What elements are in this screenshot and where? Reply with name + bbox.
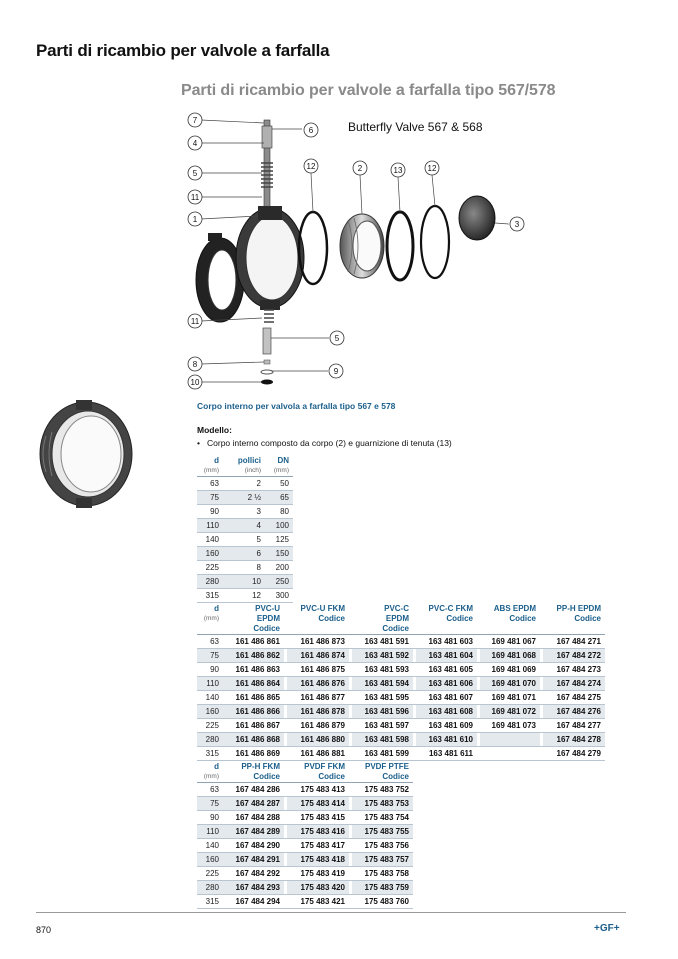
col-pph-epdm: PP-H EPDM Codice — [556, 604, 601, 623]
size-table-header — [197, 456, 293, 477]
cell-value: 2 — [256, 479, 261, 488]
table-row — [197, 811, 413, 825]
cell-value: 175 483 413 — [300, 785, 345, 794]
gf-logo: +GF+ — [594, 923, 620, 934]
cell-value: 163 481 607 — [428, 693, 473, 702]
cell-d: 140 — [205, 535, 219, 544]
cell-d: 160 — [197, 853, 223, 867]
cell-d: 110 — [197, 519, 223, 533]
callout-5-lower — [330, 331, 344, 345]
svg-text:3: 3 — [514, 220, 520, 229]
cell-value: 167 484 291 — [223, 853, 284, 867]
cell-d: 90 — [210, 507, 219, 516]
svg-text:7: 7 — [192, 116, 198, 125]
cell-value: 8 — [256, 563, 261, 572]
cell-value: 80 — [280, 507, 289, 516]
cell-value: 50 — [280, 479, 289, 488]
table-row — [197, 547, 293, 561]
callout-4 — [188, 136, 202, 150]
cell-value: 163 481 591 — [364, 637, 409, 646]
callout-2 — [353, 161, 367, 175]
table-row — [197, 705, 605, 719]
cell-value: 175 483 760 — [364, 897, 409, 906]
svg-text:5: 5 — [192, 169, 198, 178]
model-description — [197, 438, 452, 448]
exploded-valve-diagram — [180, 108, 540, 393]
cell-value: 169 481 070 — [480, 677, 540, 691]
cell-value: 161 486 879 — [300, 721, 345, 730]
cell-value: 175 483 755 — [352, 825, 413, 839]
table-row — [197, 477, 293, 491]
code-table-main-header — [197, 604, 605, 635]
cell-value: 163 481 593 — [364, 665, 409, 674]
table-row — [197, 505, 293, 519]
cell-value: 175 483 754 — [364, 813, 409, 822]
cell-value: 175 483 756 — [364, 841, 409, 850]
cell-d: 280 — [197, 881, 223, 895]
page-title: Parti di ricambio per valvole a farfalla — [36, 41, 330, 60]
cell-value: 4 — [223, 519, 265, 533]
cell-value: 10 — [223, 575, 265, 589]
svg-text:5: 5 — [334, 334, 340, 343]
cell-value: 167 484 288 — [235, 813, 280, 822]
table-row — [197, 491, 293, 505]
code-table-main — [197, 604, 605, 761]
svg-text:8: 8 — [192, 360, 198, 369]
cell-value: 161 486 876 — [287, 677, 349, 691]
table-row — [197, 519, 293, 533]
product-subtitle: Corpo interno per valvola a farfalla tipo 567 e 578 — [197, 401, 396, 411]
cell-value: 65 — [265, 491, 293, 505]
cell-value: 300 — [275, 591, 289, 600]
cell-d: 110 — [197, 677, 223, 691]
footer-divider — [36, 912, 626, 913]
cell-value: 161 486 867 — [235, 721, 280, 730]
cell-value: 163 481 611 — [428, 749, 473, 758]
cell-value: 161 486 864 — [223, 677, 284, 691]
table-row — [197, 783, 413, 797]
cell-value: 175 483 414 — [287, 797, 349, 811]
cell-value: 100 — [265, 519, 293, 533]
cell-d: 63 — [210, 785, 219, 794]
cell-value: 161 486 881 — [300, 749, 345, 758]
cell-value: 175 483 421 — [300, 897, 345, 906]
table-row — [197, 719, 605, 733]
cell-d: 225 — [205, 869, 219, 878]
cell-d: 280 — [197, 733, 223, 747]
cell-value: 161 486 865 — [235, 693, 280, 702]
cell-d: 75 — [197, 649, 223, 663]
svg-text:10: 10 — [190, 378, 200, 387]
col-pvdf-fkm: PVDF FKM Codice — [304, 762, 345, 781]
section-title: Parti di ricambio per valvole a farfalla tipo 567/578 — [181, 82, 556, 99]
cell-value: 163 481 603 — [428, 637, 473, 646]
svg-text:4: 4 — [192, 139, 198, 148]
svg-text:12: 12 — [306, 162, 316, 171]
callout-1 — [188, 212, 202, 226]
cell-value: 163 481 605 — [428, 665, 473, 674]
cell-value: 161 486 862 — [223, 649, 284, 663]
cell-d: 160 — [197, 705, 223, 719]
svg-text:11: 11 — [190, 317, 200, 326]
cell-value: 175 483 758 — [364, 869, 409, 878]
col-pvcu-fkm: PVC-U FKM Codice — [300, 604, 345, 623]
cell-d: 280 — [197, 575, 223, 589]
code-table-secondary — [197, 762, 413, 909]
diagram-caption: Butterfly Valve 567 & 568 — [348, 120, 483, 134]
table-row — [197, 589, 293, 603]
cell-value: 169 481 071 — [491, 693, 536, 702]
cell-value: 167 484 275 — [556, 693, 601, 702]
cell-value: 161 486 869 — [235, 749, 280, 758]
cell-d: 90 — [210, 813, 219, 822]
cell-value: 163 481 599 — [364, 749, 409, 758]
table-row — [197, 533, 293, 547]
cell-value: 175 483 418 — [287, 853, 349, 867]
cell-value: 175 483 419 — [300, 869, 345, 878]
col-d: d (mm) — [203, 456, 219, 474]
cell-value: 161 486 866 — [223, 705, 284, 719]
table-row — [197, 663, 605, 677]
cell-value: 175 483 753 — [352, 797, 413, 811]
cell-value: 125 — [275, 535, 289, 544]
cell-value: 163 481 608 — [416, 705, 477, 719]
callout-7 — [188, 113, 202, 127]
table-row — [197, 635, 605, 649]
cell-value: 167 484 271 — [556, 637, 601, 646]
col-pvcc-fkm: PVC-C FKM Codice — [428, 604, 473, 623]
cell-value — [480, 733, 540, 747]
cell-value: 167 484 276 — [543, 705, 605, 719]
cell-d: 140 — [205, 693, 219, 702]
callout-6 — [304, 123, 318, 137]
model-label: Modello: — [197, 425, 232, 435]
col-pvcu-epdm: PVC-U EPDM Codice — [253, 604, 280, 633]
callout-8 — [188, 357, 202, 371]
cell-d: 315 — [205, 749, 219, 758]
cell-value: 163 481 610 — [416, 733, 477, 747]
callout-11 — [188, 190, 202, 204]
cell-d: 140 — [205, 841, 219, 850]
cell-d: 63 — [210, 637, 219, 646]
code-table-secondary-header — [197, 762, 413, 783]
table-row — [197, 797, 413, 811]
cell-value: 161 486 874 — [287, 649, 349, 663]
cell-value: 163 481 594 — [352, 677, 413, 691]
svg-text:12: 12 — [427, 164, 437, 173]
callout-13 — [391, 163, 405, 177]
cell-value: 200 — [275, 563, 289, 572]
cell-value: 3 — [256, 507, 261, 516]
cell-value: 163 481 597 — [364, 721, 409, 730]
col-pvcc-epdm: PVC-C EPDM Codice — [382, 604, 409, 633]
stem-cap — [262, 126, 272, 148]
cell-d: 315 — [205, 591, 219, 600]
col-d: d (mm) — [203, 762, 219, 780]
callout-3 — [510, 217, 524, 231]
cell-value: 12 — [252, 591, 261, 600]
cell-value: 163 481 604 — [416, 649, 477, 663]
col-pollici: pollici (inch) — [237, 456, 261, 474]
table-row — [197, 691, 605, 705]
cell-value: 167 484 287 — [223, 797, 284, 811]
cell-value: 169 481 072 — [480, 705, 540, 719]
callout-11-lower — [188, 314, 202, 328]
cell-value — [480, 747, 540, 761]
cell-d: 63 — [210, 479, 219, 488]
table-row — [197, 881, 413, 895]
table-row — [197, 733, 605, 747]
cell-value: 175 483 752 — [364, 785, 409, 794]
cell-value: 167 484 290 — [235, 841, 280, 850]
cell-value: 161 486 878 — [287, 705, 349, 719]
cell-value: 169 481 069 — [491, 665, 536, 674]
table-row — [197, 649, 605, 663]
cell-value: 175 483 420 — [287, 881, 349, 895]
cell-value: 6 — [223, 547, 265, 561]
model-description-text: Corpo interno composto da corpo (2) e guarnizione di tenuta (13) — [207, 438, 452, 448]
cell-value: 2 ½ — [223, 491, 265, 505]
cell-value: 169 481 068 — [480, 649, 540, 663]
callout-9 — [329, 364, 343, 378]
col-pvdf-ptfe: PVDF PTFE Codice — [364, 762, 409, 781]
o-ring-right — [421, 206, 449, 278]
cell-d: 110 — [197, 825, 223, 839]
cell-value: 163 481 598 — [352, 733, 413, 747]
cell-value: 161 486 861 — [235, 637, 280, 646]
cell-value: 169 481 073 — [491, 721, 536, 730]
cell-d: 225 — [205, 721, 219, 730]
cell-d: 75 — [197, 797, 223, 811]
cell-d: 75 — [197, 491, 223, 505]
bullet-icon: • — [197, 438, 200, 448]
cell-value: 150 — [265, 547, 293, 561]
cell-value: 175 483 417 — [300, 841, 345, 850]
cell-value: 250 — [265, 575, 293, 589]
table-row — [197, 895, 413, 909]
valve-disc — [459, 196, 495, 240]
svg-text:1: 1 — [192, 215, 198, 224]
cell-value: 175 483 416 — [287, 825, 349, 839]
cell-value: 163 481 609 — [428, 721, 473, 730]
cell-value: 167 484 289 — [223, 825, 284, 839]
cell-value: 167 484 293 — [223, 881, 284, 895]
cell-value: 175 483 415 — [300, 813, 345, 822]
cell-value: 167 484 279 — [556, 749, 601, 758]
cell-value: 161 486 868 — [223, 733, 284, 747]
cell-d: 160 — [197, 547, 223, 561]
cell-value: 163 481 596 — [352, 705, 413, 719]
seal-ring — [387, 212, 413, 280]
cell-value: 161 486 863 — [235, 665, 280, 674]
svg-text:11: 11 — [190, 193, 200, 202]
size-table — [197, 456, 293, 603]
cell-value: 167 484 272 — [543, 649, 605, 663]
cell-value: 167 484 292 — [235, 869, 280, 878]
cell-value: 167 484 277 — [556, 721, 601, 730]
cell-value: 169 481 067 — [491, 637, 536, 646]
table-row — [197, 747, 605, 761]
cell-value: 167 484 278 — [543, 733, 605, 747]
callout-5 — [188, 166, 202, 180]
cell-value: 163 481 595 — [364, 693, 409, 702]
cell-d: 90 — [210, 665, 219, 674]
table-row — [197, 561, 293, 575]
cell-value: 161 486 873 — [300, 637, 345, 646]
cell-value: 163 481 606 — [416, 677, 477, 691]
cell-value: 161 486 877 — [300, 693, 345, 702]
col-d: d (mm) — [203, 604, 219, 622]
col-dn: DN (mm) — [273, 456, 289, 474]
table-row — [197, 839, 413, 853]
cell-value: 175 483 757 — [352, 853, 413, 867]
svg-text:2: 2 — [357, 164, 363, 173]
callout-10 — [188, 375, 202, 389]
col-abs-epdm: ABS EPDM Codice — [493, 604, 536, 623]
cell-value: 167 484 294 — [235, 897, 280, 906]
cell-value: 161 486 875 — [300, 665, 345, 674]
cell-value: 167 484 274 — [543, 677, 605, 691]
cell-value: 163 481 592 — [352, 649, 413, 663]
svg-text:6: 6 — [308, 126, 314, 135]
svg-text:9: 9 — [333, 367, 339, 376]
cell-value: 5 — [256, 535, 261, 544]
table-row — [197, 853, 413, 867]
callout-12 — [304, 159, 318, 173]
page-number: 870 — [36, 925, 52, 935]
col-pph-fkm: PP-H FKM Codice — [241, 762, 280, 781]
svg-text:13: 13 — [393, 166, 403, 175]
cell-value: 161 486 880 — [287, 733, 349, 747]
cell-value: 167 484 273 — [556, 665, 601, 674]
table-row — [197, 867, 413, 881]
table-row — [197, 575, 293, 589]
cell-value: 175 483 759 — [352, 881, 413, 895]
callout-12-right — [425, 161, 439, 175]
cell-value: 167 484 286 — [235, 785, 280, 794]
liner-photo — [36, 396, 136, 511]
table-row — [197, 825, 413, 839]
cell-d: 315 — [205, 897, 219, 906]
table-row — [197, 677, 605, 691]
cell-d: 225 — [205, 563, 219, 572]
